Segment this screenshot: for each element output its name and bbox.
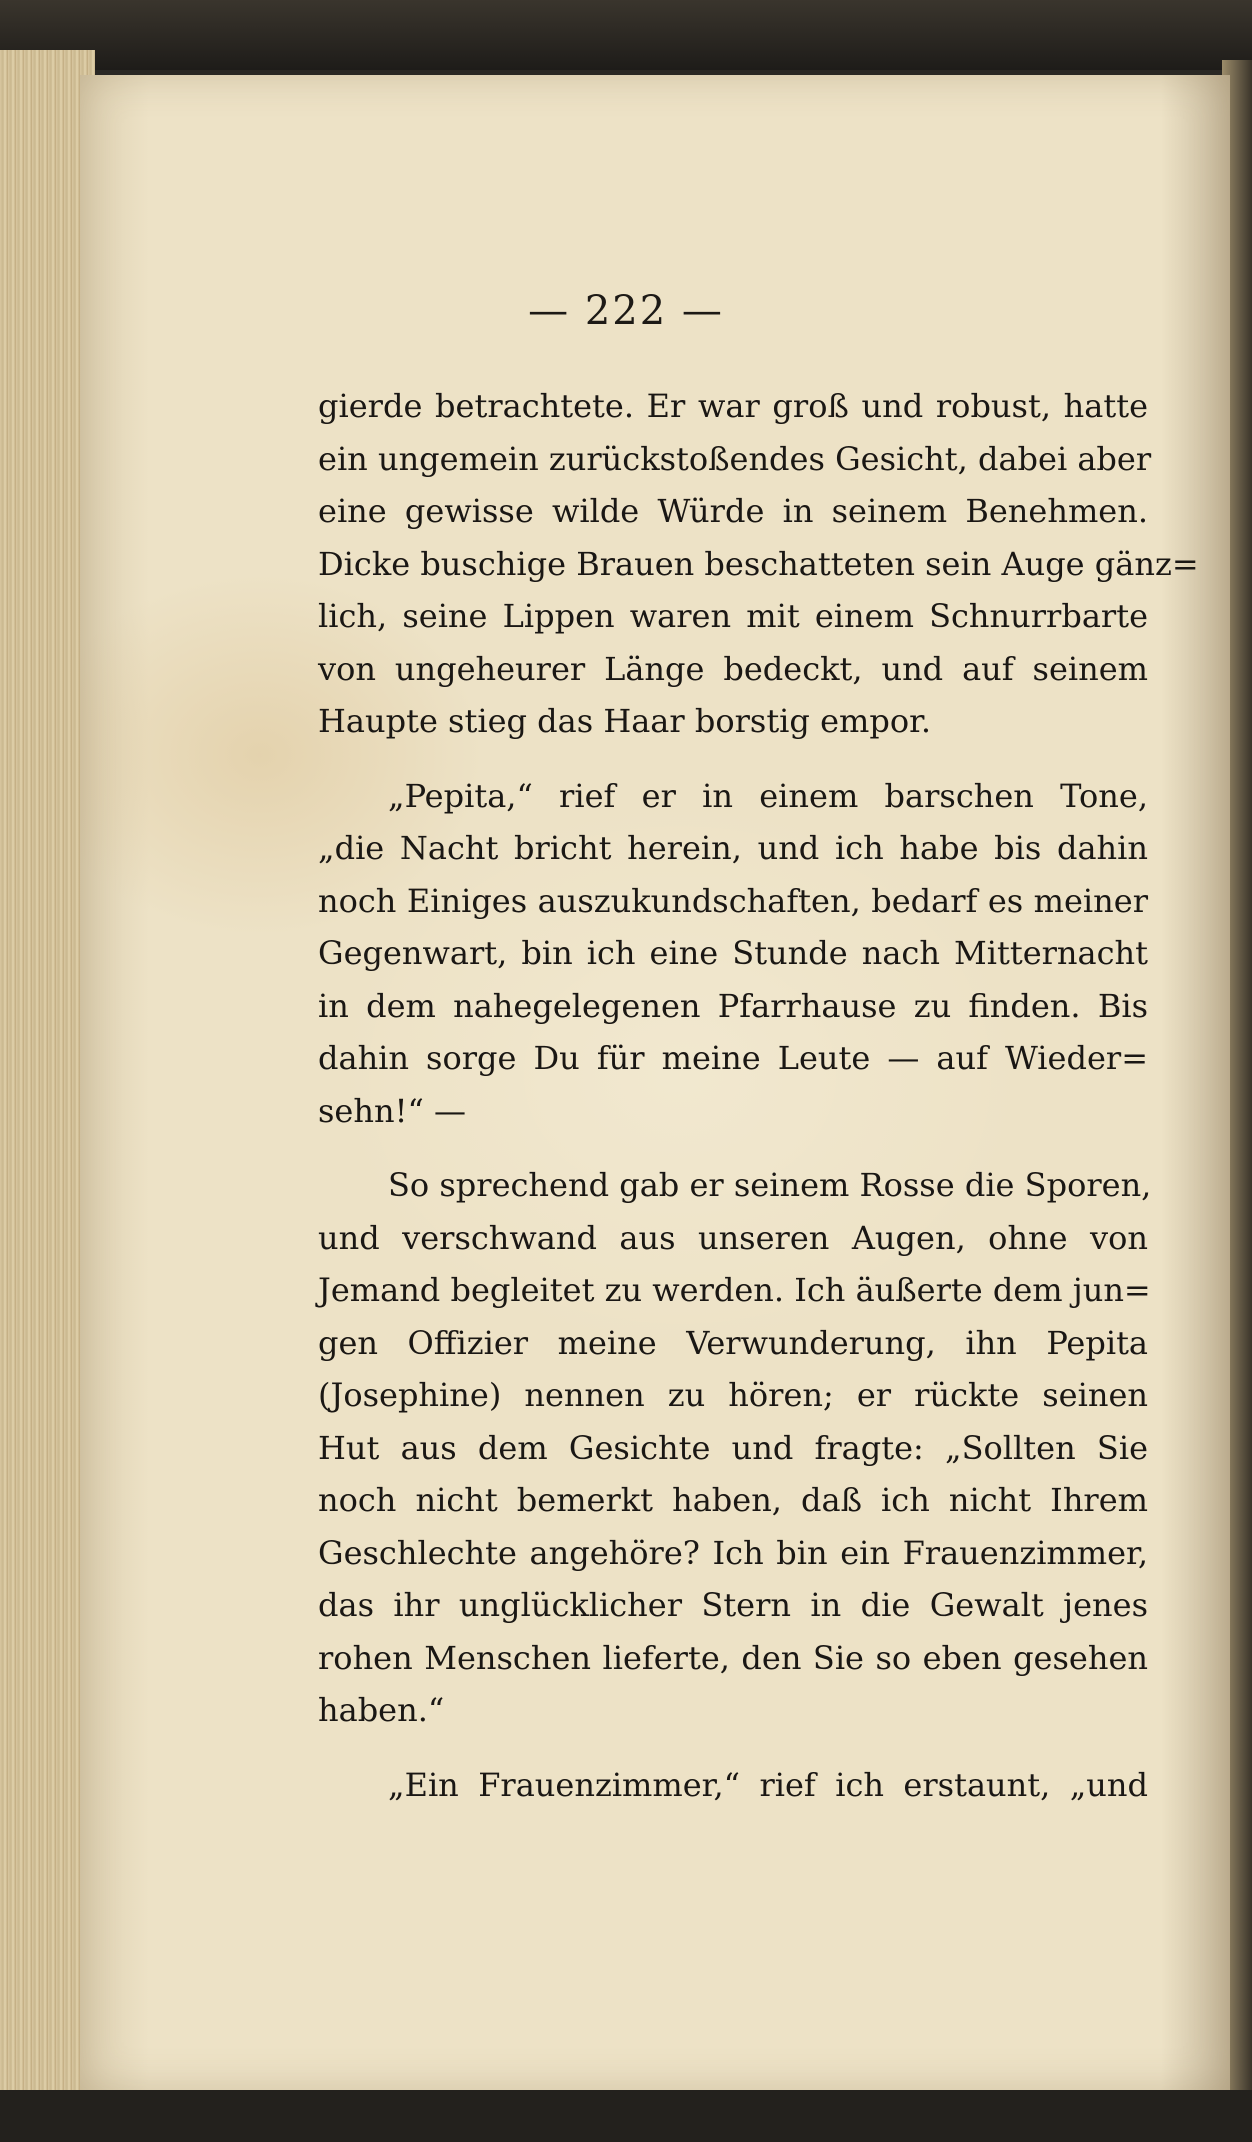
text-line: noch Einiges auszukundschaften, bedarf es meiner [318,881,1148,920]
text-line: gierde betrachtete. Er war groß und robust, hatte [318,387,1148,425]
paragraph-1 [318,380,1199,748]
paragraph-3 [318,1159,1152,1737]
scan-background-top [0,0,1252,70]
text-line: dahin sorge Du für meine Leute — auf Wieder= [318,1039,1148,1077]
text-line: So sprechend gab er seinem Rosse die Sporen, [388,1166,1152,1204]
text-line: ein ungemein zurückstoßendes Gesicht, dabei aber [318,439,1152,478]
text-line: sehn!“ — [318,1091,466,1130]
text-line: rohen Menschen lieferte, den Sie so eben gesehen [318,1638,1148,1677]
text-line: Hut aus dem Gesichte und fragte: „Sollten Sie [318,1428,1148,1467]
text-line: Geschlechte angehöre? Ich bin ein Frauenzimmer, [318,1533,1148,1572]
text-line: haben.“ [318,1691,445,1729]
page-number: — 222 — [528,288,724,334]
scan-background-bottom [0,2090,1252,2142]
text-line: lich, seine Lippen waren mit einem Schnurrbarte [318,597,1148,635]
text-line: das ihr unglücklicher Stern in die Gewalt jenes [318,1586,1148,1624]
text-line: gen Offizier meine Verwunderung, ihn Pepita [318,1323,1148,1362]
text-line: Dicke buschige Brauen beschatteten sein Auge gänz= [318,544,1199,583]
text-line: „Pepita,“ rief er in einem barschen Tone, [388,776,1148,815]
text-line: „die Nacht bricht herein, und ich habe bis dahin [318,829,1148,867]
text-line: „Ein Frauenzimmer,“ rief ich erstaunt, „und [388,1765,1148,1804]
text-line: noch nicht bemerkt haben, daß ich nicht Ihrem [318,1481,1148,1519]
text-line: von ungeheurer Länge bedeckt, und auf seinem [318,649,1148,688]
paragraph-2 [318,770,1148,1138]
text-line: eine gewisse wilde Würde in seinem Benehmen. [318,492,1148,530]
text-line: Jemand begleitet zu werden. Ich äußerte dem jun= [318,1271,1151,1309]
text-line: (Josephine) nennen zu hören; er rückte seinen [318,1376,1148,1414]
text-line: Gegenwart, bin ich eine Stunde nach Mitternacht [318,934,1148,972]
text-line: und verschwand aus unseren Augen, ohne von [318,1218,1148,1257]
page-text [318,380,1199,1811]
text-line: Haupte stieg das Haar borstig empor. [318,702,932,740]
paragraph-4 [318,1759,1148,1812]
text-line: in dem nahegelegenen Pfarrhause zu finden. Bis [318,986,1148,1025]
